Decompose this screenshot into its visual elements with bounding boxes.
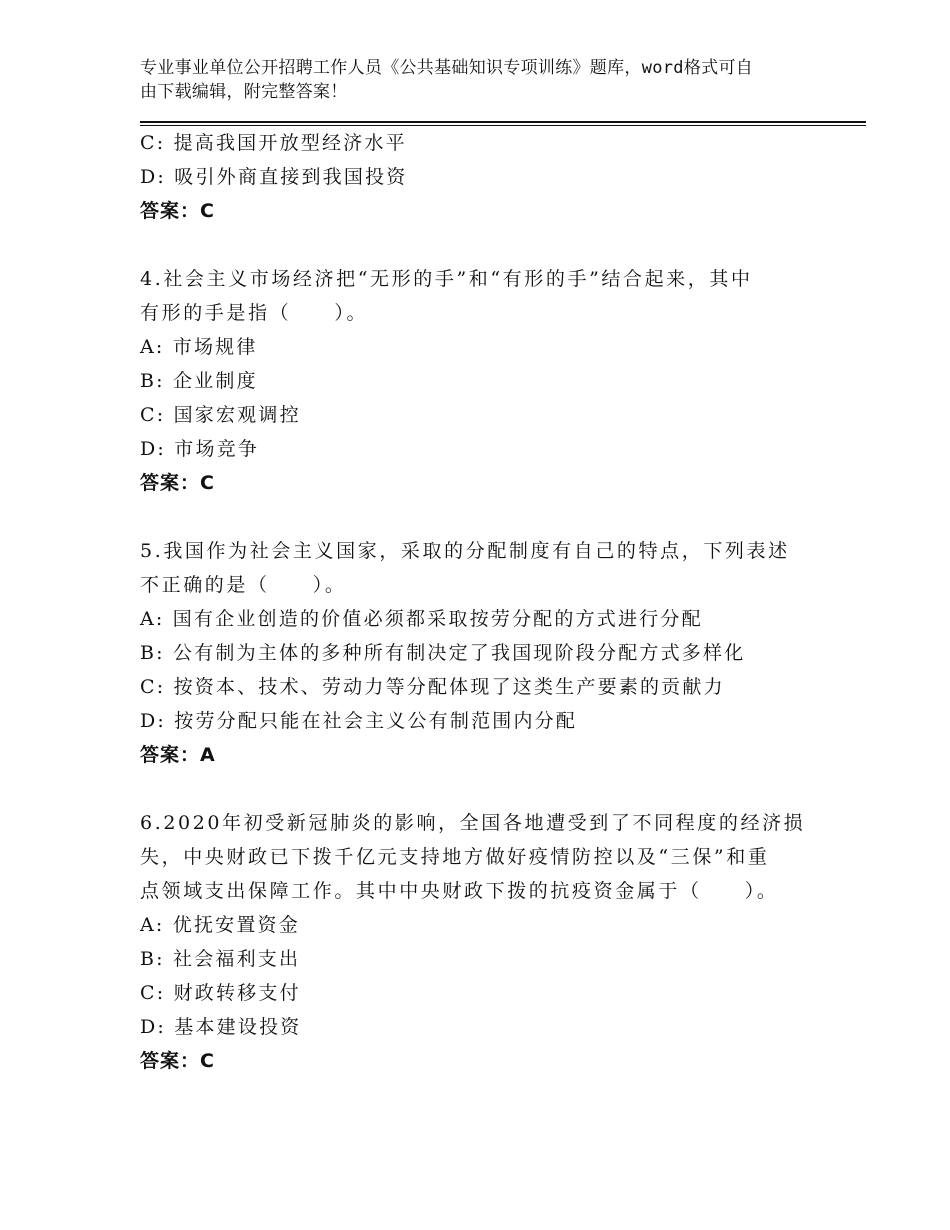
option-d: D: 基本建设投资 (140, 1016, 302, 1038)
stem-line: 失，中央财政已下拨千亿元支持地方做好疫情防控以及“三保”和重 (140, 846, 770, 868)
question-continued (140, 126, 820, 228)
option-b: B: 企业制度 (140, 370, 258, 392)
option-d: D: 吸引外商直接到我国投资 (140, 166, 408, 188)
question-5 (140, 534, 820, 772)
option-b: B: 社会福利支出 (140, 948, 301, 970)
stem-line: 点领域支出保障工作。其中中央财政下拨的抗疫资金属于（ ）。 (140, 880, 779, 902)
option-d: D: 市场竞争 (140, 438, 260, 460)
option-a: A: 市场规律 (140, 336, 258, 358)
answer-label: 答案：C (140, 472, 215, 494)
option-d: D: 按劳分配只能在社会主义公有制范围内分配 (140, 710, 578, 732)
answer-label: 答案：C (140, 1050, 215, 1072)
answer-label: 答案：A (140, 744, 216, 766)
spacer (140, 500, 820, 534)
question-stem (140, 806, 820, 908)
header-rule-thick (140, 121, 866, 123)
spacer (140, 228, 820, 262)
stem-line: 4.社会主义市场经济把“无形的手”和“有形的手”结合起来，其中 (140, 268, 753, 290)
stem-line: 有形的手是指（ ）。 (140, 302, 369, 324)
question-6 (140, 806, 820, 1078)
question-stem (140, 262, 820, 330)
option-a: A: 优抚安置资金 (140, 914, 300, 936)
stem-line: 5.我国作为社会主义国家，采取的分配制度有自己的特点，下列表述 (140, 540, 790, 562)
stem-line: 不正确的是（ ）。 (140, 574, 347, 596)
option-b: B: 公有制为主体的多种所有制决定了我国现阶段分配方式多样化 (140, 642, 746, 664)
question-list (140, 126, 820, 1078)
option-c: C: 国家宏观调控 (140, 404, 301, 426)
answer-label: 答案：C (140, 200, 215, 222)
header-line-2: 由下载编辑，附完整答案！ (140, 82, 348, 102)
option-c: C: 按资本、技术、劳动力等分配体现了这类生产要素的贡献力 (140, 676, 725, 698)
spacer (140, 772, 820, 806)
option-c: C: 提高我国开放型经济水平 (140, 132, 407, 154)
question-stem (140, 534, 820, 602)
question-4 (140, 262, 820, 500)
option-a: A: 国有企业创造的价值必须都采取按劳分配的方式进行分配 (140, 608, 703, 630)
option-c: C: 财政转移支付 (140, 982, 301, 1004)
header-line-1: 专业事业单位公开招聘工作人员《公共基础知识专项训练》题库，word格式可自 (140, 58, 754, 78)
stem-line: 6.2020年初受新冠肺炎的影响，全国各地遭受到了不同程度的经济损 (140, 812, 806, 834)
page-header (140, 56, 820, 104)
